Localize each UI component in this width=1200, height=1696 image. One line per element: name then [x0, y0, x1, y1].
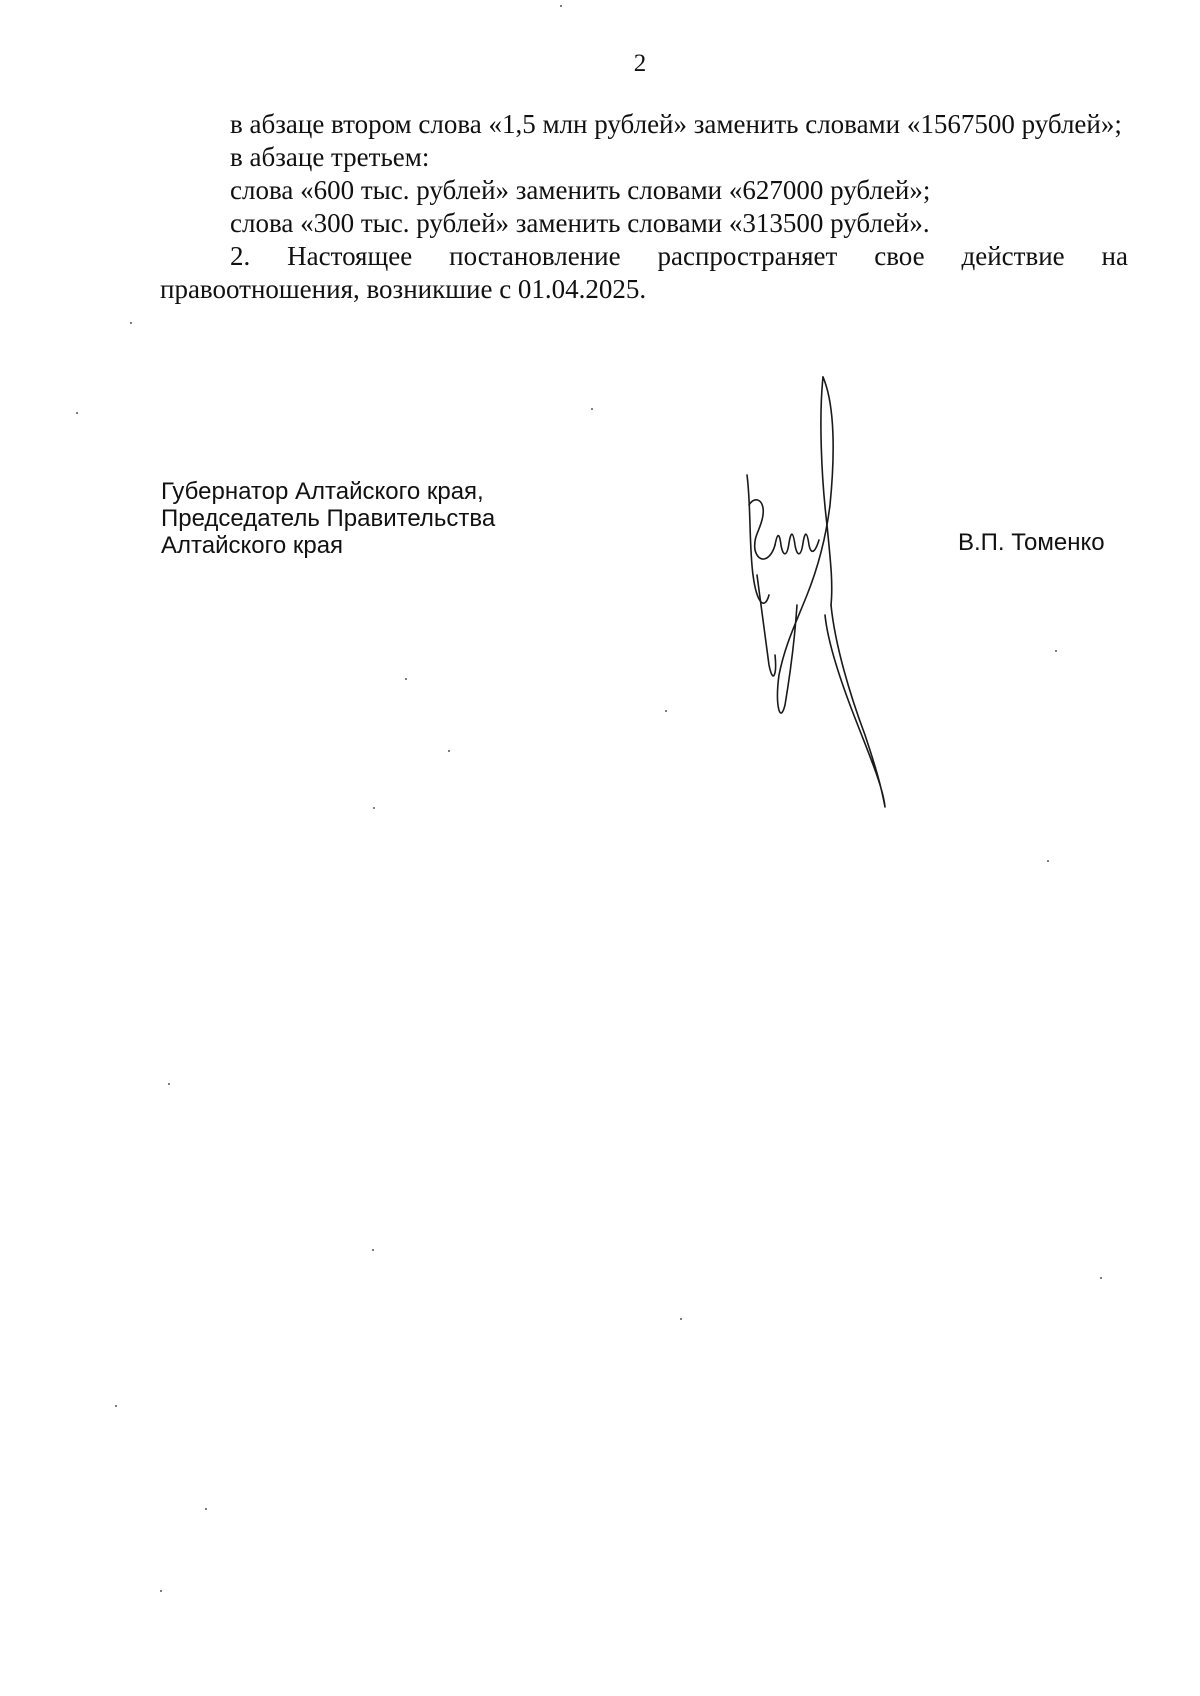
signatory-title-line: Губернатор Алтайского края, [161, 478, 484, 505]
scan-speck [1100, 1277, 1102, 1279]
scan-speck [448, 750, 450, 752]
scan-speck [168, 1083, 170, 1085]
scan-speck [680, 1318, 682, 1320]
scan-speck [405, 678, 407, 680]
document-body [160, 108, 1128, 306]
scan-speck [560, 5, 562, 7]
handwritten-signature [735, 375, 910, 815]
scan-speck [205, 1508, 207, 1510]
signatory-title-line: Председатель Правительства [161, 505, 496, 532]
signatory-title-line: Алтайского края [161, 532, 344, 559]
scan-speck [1055, 650, 1057, 652]
paragraph-effective-date: 2. Настоящее постановление распространяет свое действие на правоотношения, возникшие с 01.04.2025. [160, 241, 1128, 304]
paragraph-amendment-2b: слова «300 тыс. рублей» заменить словами «313500 рублей». [230, 208, 930, 238]
scan-speck [130, 322, 132, 324]
paragraph-amendment-1: в абзаце втором слова «1,5 млн рублей» заменить словами «1567500 рублей»; [230, 109, 1122, 139]
scan-speck [591, 408, 593, 410]
scan-speck [372, 1249, 374, 1251]
paragraph-amendment-2a: слова «600 тыс. рублей» заменить словами «627000 рублей»; [230, 175, 931, 205]
paragraph-amendment-2-intro: в абзаце третьем: [230, 142, 430, 172]
page-number: 2 [633, 50, 647, 77]
scan-speck [115, 1405, 117, 1407]
scan-speck [665, 710, 667, 712]
scan-speck [373, 807, 375, 809]
scan-speck [1047, 860, 1049, 862]
signatory-name: В.П. Томенко [958, 529, 1105, 556]
scan-speck [160, 1590, 162, 1592]
signatory-title [161, 478, 495, 559]
scan-speck [76, 412, 78, 414]
